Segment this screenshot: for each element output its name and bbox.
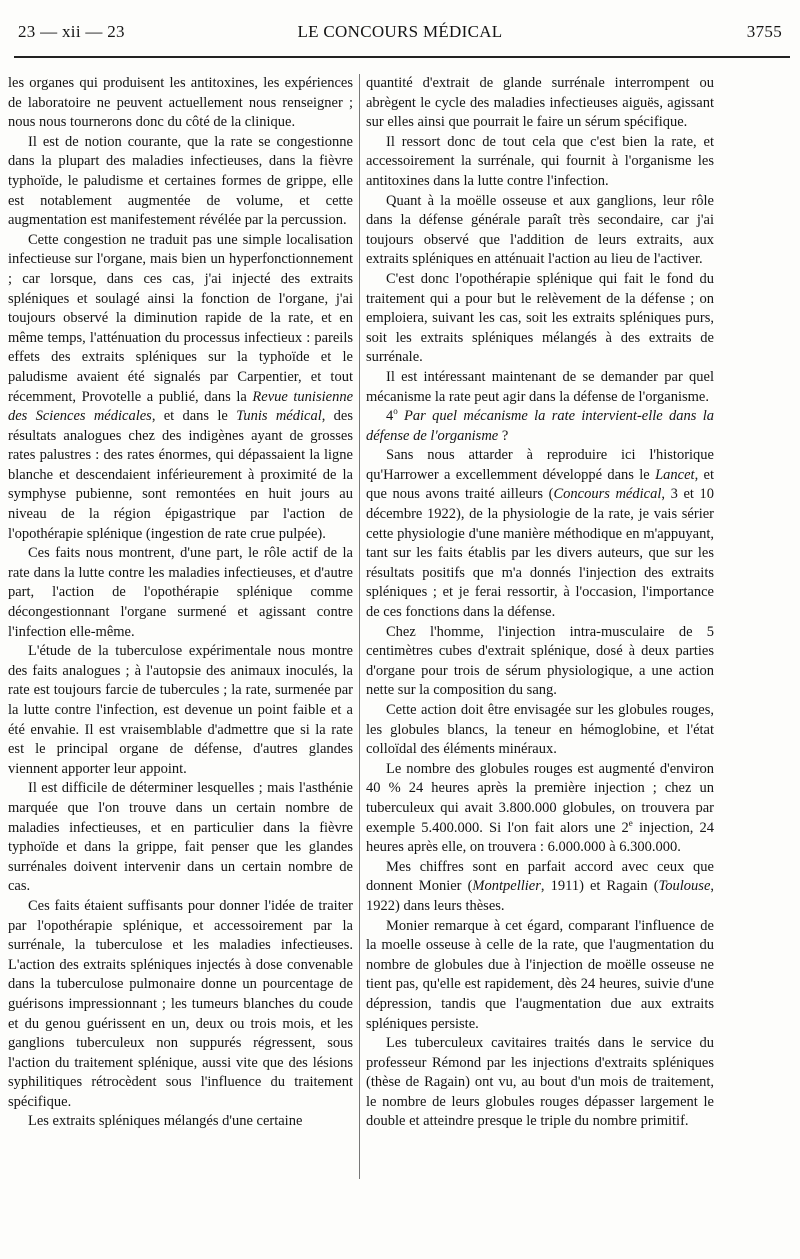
paragraph: Les tuberculeux cavitaires traités dans le service du professeur Rémond par les injections d'extraits spléniques (thèse de Ragain) ont vu, au bout d'un mois de traitement, le nombre de leurs globules rouges dépasser largement le double et atteindre presque le triple du nombre primitif. (366, 1035, 714, 1130)
superscript: o (393, 406, 398, 417)
thesis-place: Toulouse (658, 878, 711, 895)
section-heading (366, 407, 714, 446)
journal-citation: Revue tunisienne des Sciences médicales (8, 388, 354, 425)
paragraph: quantité d'extrait de glande surrénale interrompent ou abrègent le cycle des maladies infectieuses aiguës, agissant sur elles ainsi que pourrait le faire un sérum spécifique. (366, 75, 714, 131)
text-run: , 1911) et Ragain ( (540, 878, 659, 895)
paragraph: C'est donc l'opothérapie splénique qui fait le fond du traitement qui a pour but le relèvement de la défense ; on emploiera, suivant les cas, soit les extraits spléniques purs, soit les extraits spléniques mélangés à des extraits de surrénale. (366, 270, 714, 366)
paragraph: Chez l'homme, l'injection intra-musculaire de 5 centimètres cubes d'extrait splénique, dosé à deux parties d'organe pour trois de sérum physiologique, a une action nette sur la composition du sang. (366, 623, 714, 699)
paragraph (366, 858, 714, 917)
text-run: , et dans le (151, 408, 237, 425)
text-run: Sans nous attarder à reproduire ici l'historique qu'Harrower a excellemment développé dans le (366, 447, 714, 483)
text-run: Mes chiffres sont en parfait accord avec ceux que donnent Monier ( (366, 858, 714, 895)
paragraph: L'étude de la tuberculose expérimentale nous montre des faits analogues ; à l'autopsie des animaux inoculés, la rate est toujours farcie de tubercules ; la rate, surmenée par la lutte contre l'infection, est devenue un point faible et a été envahie. Il est vraisemblable d'admettre que si la rate est le principal organe de défense, d'autres glandes viennent apporter leur appoint. (8, 643, 353, 777)
paragraph: Cette action doit être envisagée sur les globules rouges, les globules blancs, la teneur en hémoglobine, et l'état colloïdal des éléments minéraux. (366, 702, 714, 758)
superscript: e (628, 817, 633, 828)
text-run: Le nombre des globules rouges est augmenté d'environ 40 % 24 heures après la première injection ; chez un tuberculeux qui avait 3.800.000 globules, on trouvera par exemple 5.400.000. Si l'on fait alors une 2 (366, 760, 714, 836)
right-column (366, 74, 714, 1132)
text-run: , 1922) dans leurs thèses. (366, 878, 715, 914)
paragraph (366, 446, 714, 622)
journal-title: LE CONCOURS MÉDICAL (297, 22, 503, 41)
paragraph: Les extraits spléniques mélangés d'une certaine (28, 1113, 303, 1130)
paragraph: Monier remarque à cet égard, comparant l'influence de la moelle osseuse à celle de la rate, que l'augmentation du nombre de globules due à l'injection de moëlle osseuse ne tient pas, qu'elle est rapidement, dès 24 heures, suivie d'une dépression, tandis que l'augmentation due aux extraits spléniques persiste. (366, 917, 714, 1032)
journal-citation: Tunis médical (236, 408, 322, 425)
paragraph (366, 760, 714, 858)
text-run: , des résultats analogues chez des indigènes ayant de grosses rates palustres : des rates énormes, qui dépassaient la ligne blanche et descendaient inférieurement à proximité de la symphyse pubienne, sont remontées en huit jours au niveau de la région épigastrique par l'action de l'opothérapie splénique (ingestion de rate crue pulpée). (8, 408, 353, 542)
header-rule (14, 56, 790, 58)
section-title: Par quel mécanisme la rate intervient-elle dans la défense de l'organisme (366, 408, 714, 444)
text-run: , 3 et 10 décembre 1922), de la physiologie de la rate, je vais sérier cette physiologie d'une manière méthodique en m'appuyant, tant sur les faits établis par les divers auteurs, que sur les résultats positifs que m'a donnés l'injection des extraits spléniques ; et je ferai ressortir, à l'occasion, l'importance de ces fonctions dans la défense. (366, 486, 715, 621)
text-run: , et que nous avons traité ailleurs ( (366, 466, 714, 503)
paragraph (8, 231, 353, 545)
paragraph: Ces faits nous montrent, d'une part, le rôle actif de la rate dans la lutte contre les maladies infectieuses, et d'autre part, l'action de l'opothérapie splénique comme décongestionnant l'organe surmené et agissant contre l'infection elle-même. (8, 545, 353, 640)
paragraph: Quant à la moëlle osseuse et aux ganglions, leur rôle dans la défense générale paraît très secondaire, car j'ai toujours observé que l'addition de leurs extraits, aux extraits spléniques en atténuait l'action au lieu de l'activer. (366, 192, 714, 268)
column-divider (359, 74, 360, 1179)
journal-citation: Concours médical (553, 486, 662, 503)
paragraph: Il est de notion courante, que la rate se congestionne dans la plupart des maladies infectieuses, dans la fièvre typhoïde, le paludisme et certaines formes de grippe, elle est notablement augmentée de volume, et cette augmentation est manifestement révélée par la percussion. (8, 133, 353, 229)
left-column (8, 74, 353, 1132)
section-number: 4 (386, 408, 394, 425)
page-header (18, 22, 782, 52)
text-run: injection, 24 heures après elle, on trouvera : 6.000.000 à 6.300.000. (366, 819, 714, 856)
text-run: Cette congestion ne traduit pas une simple localisation infectieuse sur l'organe, mais bien un hyperfonctionnement ; car lorsque, dans ces cas, j'ai injecté des extraits spléniques et soulagé ainsi la fonction de l'organe, j'ai toujours observé la diminution rapide de la rate, et en même temps, l'atténuation du processus infectieux : pareils effets des extraits spléniques sur la typhoïde et le paludisme avaient été signalés par Carpentier, et tout récemment, Provotelle a publié, dans la (8, 231, 353, 405)
paragraph: les organes qui produisent les antitoxines, les expériences de laboratoire ne peuvent actuellement nous renseigner ; nous nous tournerons donc du côté de la clinique. (8, 75, 353, 131)
paragraph: Il est intéressant maintenant de se demander par quel mécanisme la rate peut agir dans la défense de l'organisme. (366, 368, 714, 405)
text-run: ? (498, 427, 509, 444)
journal-citation: Lancet (655, 466, 695, 483)
thesis-place: Montpellier (472, 878, 541, 895)
paragraph: Il est difficile de déterminer lesquelles ; mais l'asthénie marquée que l'on trouve dans un certain nombre de maladies infectieuses, et en particulier dans la fièvre typhoïde et dans la grippe, fait penser que les glandes surrénales doivent intervenir dans un certain nombre de cas. (8, 780, 353, 895)
page-number: 3755 (746, 22, 782, 41)
paragraph: Il ressort donc de tout cela que c'est bien la rate, et accessoirement la surrénale, qui fournit à l'organisme les antitoxines dans la lutte contre l'infection. (366, 133, 714, 189)
paragraph: Ces faits étaient suffisants pour donner l'idée de traiter par l'opothérapie splénique, et accessoirement par la surrénale, la tuberculose et les maladies infectieuses. L'action des extraits spléniques injectés à dose convenable dans la tuberculose pulmonaire donne un pourcentage de guérisons impressionnant ; les tumeurs blanches du coude et du genou guérissent en un, deux ou trois mois, et les ganglions tuberculeux non suppurés régressent, sous l'action du traitement splénique, aussi vite que des lésions syphilitiques rétrocèdent sous l'influence du traitement spécifique. (8, 897, 353, 1110)
issue-date: 23 — xii — 23 (18, 22, 125, 41)
